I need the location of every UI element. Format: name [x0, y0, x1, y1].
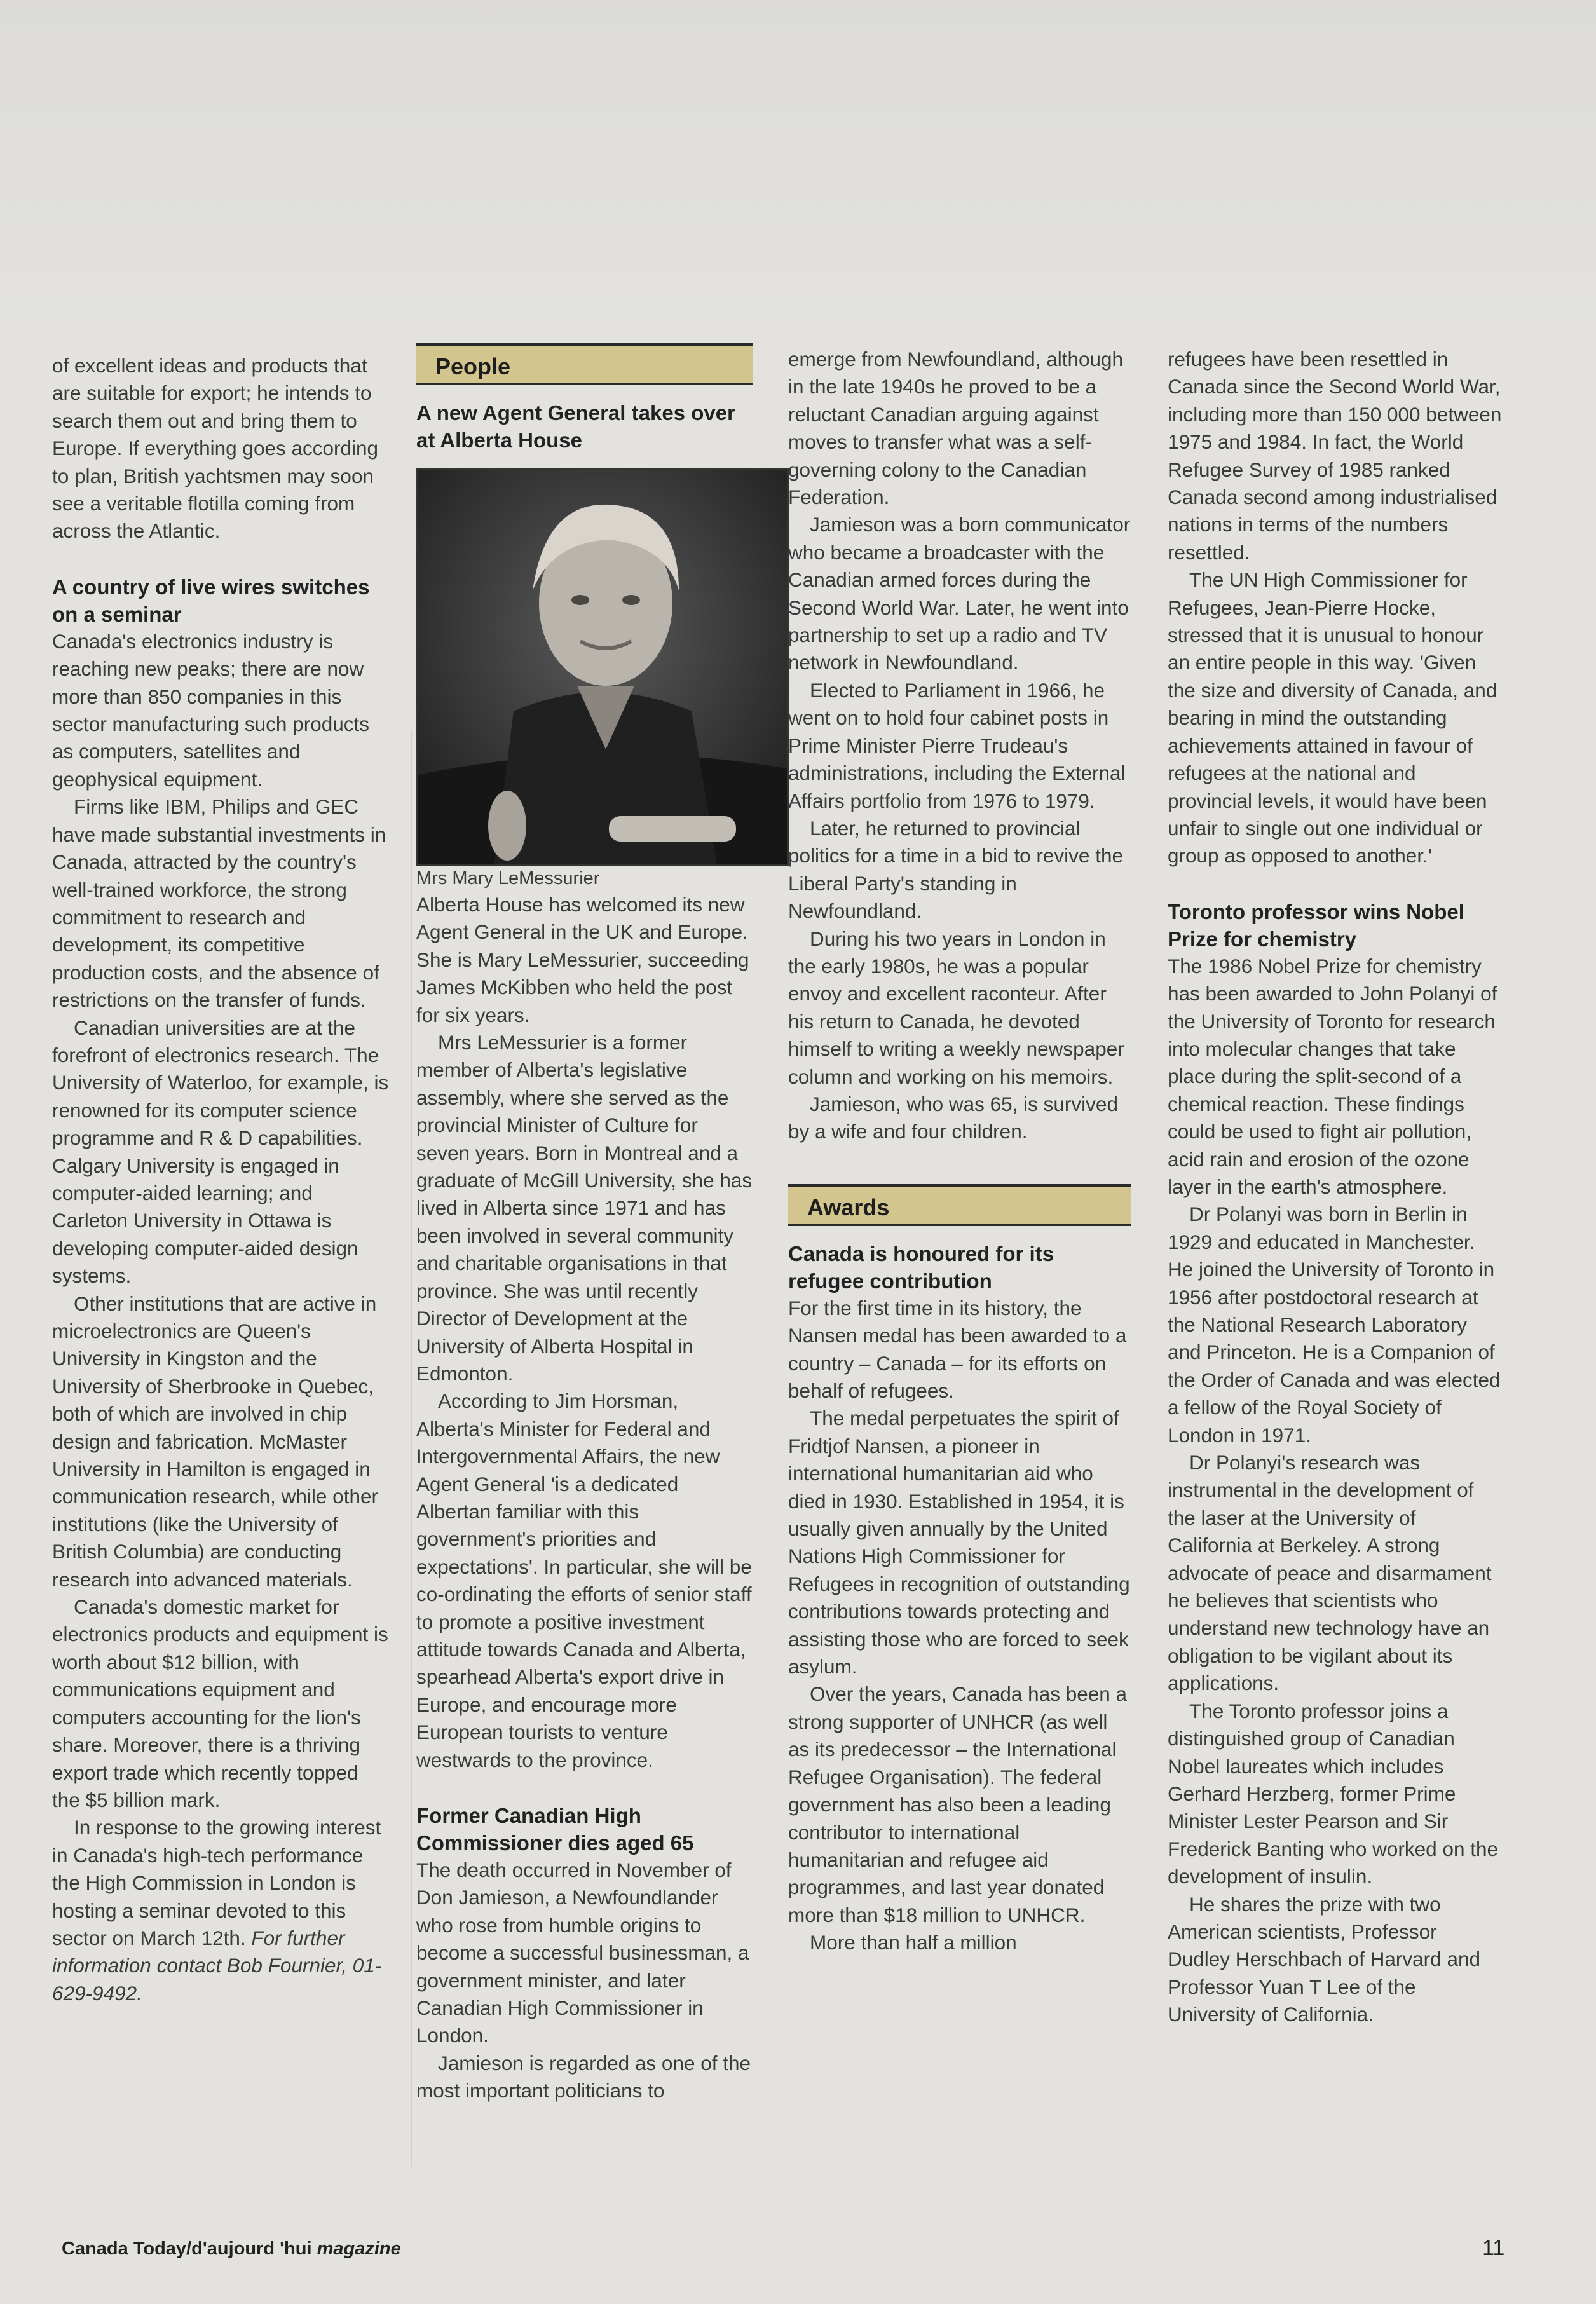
paragraph: According to Jim Horsman, Alberta's Minister for Federal and Intergovernmental Affairs, the new Agent General 'is a dedicated Albertan familiar with this government's priorities and expectations'. In particular, she will be co-ordinating the efforts of senior staff to promote a positive investment attitude towards Canada and Alberta, spearhead Alberta's export drive in Europe, and encourage more European tourists to venture westwards to the province.	[416, 1389, 752, 1771]
paragraph: During his two years in London in the early 1980s, he was a popular envoy and excellent raconteur. After his return to Canada, he devoted himself to writing a weekly newspaper column and working on his memoirs.	[788, 927, 1124, 1088]
column-3	[788, 346, 1131, 1957]
footer-title-italic: magazine	[317, 2239, 401, 2259]
section-header-awards: Awards	[788, 1184, 1131, 1226]
paragraph: Jamieson, who was 65, is survived by a wife and four children.	[788, 1092, 1118, 1143]
column-rule	[411, 731, 412, 2167]
paragraph: Jamieson was a born communicator who became a broadcaster with the Canadian armed forces during the Second World War. Later, he went into partnership to set up a radio and TV network in Newfoundland.	[788, 513, 1131, 674]
seminar-text: In response to the growing interest in Canada's high-tech performance the High Commission in London is hosting a seminar devoted to this sector on March 12th.	[52, 1816, 381, 1949]
footer-publication-title	[62, 2239, 401, 2260]
paragraph: Later, he returned to provincial politics for a time in a bid to revive the Liberal Party's standing in Newfoundland.	[788, 816, 1123, 923]
paragraph: Mrs LeMessurier is a former member of Alberta's legislative assembly, where she served as the provincial Minister of Culture for seven years. Born in Montreal and a graduate of McGill University, she has lived in Alberta since 1971 and has been involved in several community and charitable organisations in that province. She was until recently Director of Development at the University of Alberta Hospital in Edmonton.	[416, 1031, 753, 1385]
page-number: 11	[1482, 2236, 1505, 2260]
paragraph: The 1986 Nobel Prize for chemistry has been awarded to John Polanyi of the University of Toronto for research into molecular changes that take place during the split-second of a chemical reaction. These findings could be used to fight air pollution, acid rain and erosion of the ozone layer in the earth's atmosphere.	[1168, 954, 1497, 1198]
paragraph: Canadian universities are at the forefront of electronics research. The University of Waterloo, for example, is renowned for its computer science programme and R & D capabilities. Calgary University is engaged in computer-aided learning; and Carleton University in Ottawa is developing computer-aided design systems.	[52, 1016, 389, 1288]
paragraph: The Toronto professor joins a distinguished group of Canadian Nobel laureates which includes Gerhard Herzberg, former Prime Minister Lester Pearson and Sir Frederick Banting who worked on the development of insulin.	[1168, 1699, 1499, 1888]
footer-title-text: Canada Today/d'aujourd 'hui	[62, 2239, 317, 2259]
paragraph: Alberta House has welcomed its new Agent General in the UK and Europe. She is Mary LeMessurier, succeeding James McKibben who held the post for six years.	[416, 893, 749, 1026]
headline-agent-general: A new Agent General takes over at Alberta House	[416, 401, 735, 452]
paragraph: Over the years, Canada has been a strong supporter of UNHCR (as well as its predecessor – the International Refugee Organisation). The federal government has also been a leading contributor to international humanitarian and refugee aid programmes, and last year donated more than $18 million to UNHCR.	[788, 1682, 1128, 1926]
top-margin	[0, 0, 1596, 331]
paragraph: Canada's electronics industry is reaching new peaks; there are now more than 850 companies in this sector manufacturing such products as computers, satellites and geophysical equipment.	[52, 629, 370, 791]
paragraph: of excellent ideas and products that are suitable for export; he intends to search them out and bring them to Europe. If everything goes according to plan, British yachtsmen may soon see a veritable flotilla coming from across the Atlantic.	[52, 354, 379, 543]
paragraph	[52, 1814, 389, 2007]
paragraph: The medal perpetuates the spirit of Fridtjof Nansen, a pioneer in international humanitarian aid who died in 1930. Established in 1954, it is usually given annually by the United Nations High Commissioner for Refugees in recognition of outstanding contributions towards protecting and assisting those who are forced to seek asylum.	[788, 1407, 1130, 1679]
paragraph: Firms like IBM, Philips and GEC have made substantial investments in Canada, attracted by the country's well-trained workforce, the strong commitment to research and development, its competitive production costs, and the absence of restrictions on the transfer of funds.	[52, 795, 386, 1012]
paragraph: The death occurred in November of Don Jamieson, a Newfoundlander who rose from humble origins to become a successful businessman, a government minister, and later Canadian High Commissioner in London.	[416, 1858, 749, 2047]
paragraph: Elected to Parliament in 1966, he went on to hold four cabinet posts in Prime Minister Pierre Trudeau's administrations, including the External Affairs portfolio from 1976 to 1979.	[788, 678, 1126, 812]
paragraph: He shares the prize with two American scientists, Professor Dudley Herschbach of Harvard and Professor Yuan T Lee of the University of California.	[1168, 1892, 1481, 2026]
portrait-photo	[416, 468, 789, 866]
paragraph: refugees have been resettled in Canada since the Second World War, including more than 150 000 between 1975 and 1984. In fact, the World Refugee Survey of 1985 ranked Canada second among industrialised nations in terms of the numbers resettled.	[1168, 348, 1502, 564]
paragraph: Dr Polanyi was born in Berlin in 1929 and educated in Manchester. He joined the University of Toronto in 1956 after postdoctoral research at the National Research Laboratory and Princeton. He is a Companion of the Order of Canada and was elected a fellow of the Royal Society of London in 1971.	[1168, 1203, 1501, 1447]
photo-caption: Mrs Mary LeMessurier	[416, 868, 600, 889]
headline-refugee-contribution: Canada is honoured for its refugee contribution	[788, 1241, 1054, 1293]
headline-live-wires: A country of live wires switches on a seminar	[52, 575, 370, 626]
column-4	[1168, 346, 1504, 2029]
paragraph: Dr Polanyi's research was instrumental in the development of the laser at the University of California at Berkeley. A strong advocate of peace and disarmament he believes that scientists who understand new technology have an obligation to be vigilant about its applications.	[1168, 1451, 1492, 1695]
paragraph: Jamieson is regarded as one of the most important politicians to	[416, 2051, 751, 2103]
section-header-people: People	[416, 343, 753, 385]
column-2	[416, 343, 753, 2105]
paragraph: emerge from Newfoundland, although in the late 1940s he proved to be a reluctant Canadian arguing against moves to transfer what was a self-governing colony to the Canadian Federation.	[788, 348, 1124, 509]
paragraph: More than half a million	[810, 1931, 1017, 1954]
portrait-image	[418, 470, 787, 864]
column-1	[52, 352, 389, 2007]
headline-nobel-prize: Toronto professor wins Nobel Prize for chemistry	[1168, 899, 1464, 951]
paragraph: The UN High Commissioner for Refugees, Jean-Pierre Hocke, stressed that it is unusual to honour an entire people in this way. 'Given the size and diversity of Canada, and bearing in mind the outstanding achievements attained in favour of refugees at the national and provincial levels, it would have been unfair to single out one individual or group as opposed to another.'	[1168, 568, 1497, 868]
paragraph: Other institutions that are active in microelectronics are Queen's University in Kingston and the University of Sherbrooke in Quebec, both of which are involved in chip design and fabrication. McMaster University in Hamilton is engaged in communication research, while other institutions (like the University of British Columbia) are conducting research into advanced materials.	[52, 1292, 378, 1591]
headline-high-commissioner: Former Canadian High Commissioner dies aged 65	[416, 1804, 694, 1855]
paragraph: For the first time in its history, the Nansen medal has been awarded to a country – Canada – for its efforts on behalf of refugees.	[788, 1296, 1127, 1402]
paragraph: Canada's domestic market for electronics products and equipment is worth about $12 billion, with communications equipment and computers accounting for the lion's share. Moreover, there is a thriving export trade which recently topped the $5 billion mark.	[52, 1595, 388, 1811]
contact-info: For further information contact Bob Fournier, 01-629-9492.	[52, 1926, 382, 2005]
